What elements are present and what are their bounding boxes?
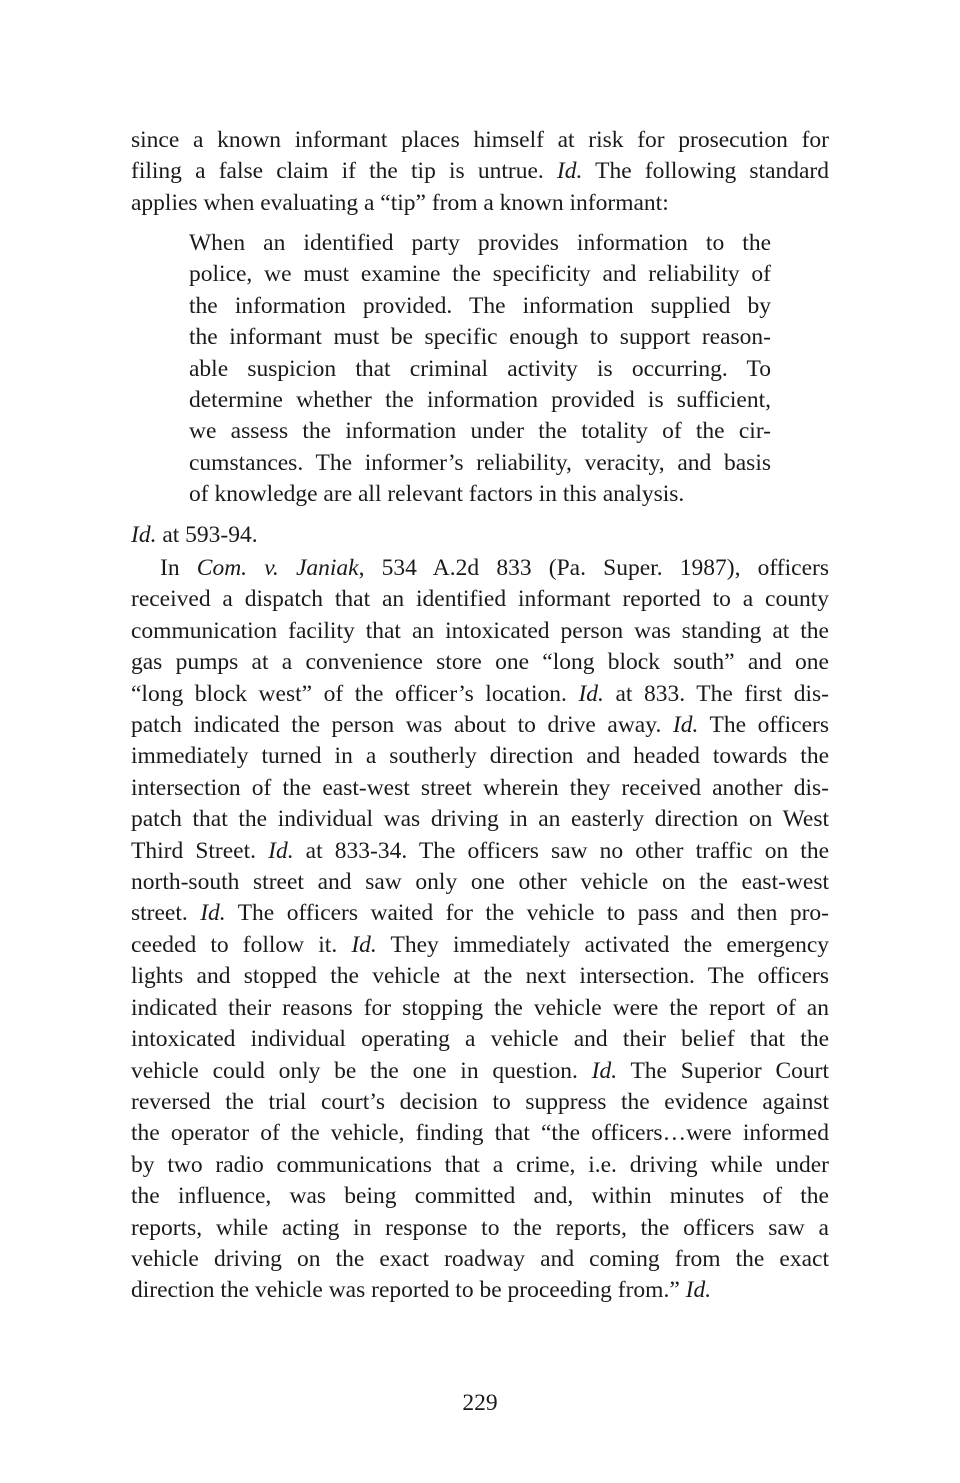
page-number: 229: [462, 1390, 498, 1416]
text-line: [131, 1056, 829, 1087]
text-run: since a known informant places himself at risk for prosecution for: [131, 127, 829, 153]
text-run: determine whether the information provided is sufficient,: [189, 387, 771, 414]
text-line: [131, 836, 829, 867]
text-run: direction the vehicle was reported to be proceeding from.”: [131, 1277, 686, 1304]
text-line: [189, 448, 771, 479]
text-run: at 833-34. The officers saw no other traffic on the: [293, 837, 830, 864]
text-run: reversed the trial court’s decision to suppress the evidence against: [131, 1088, 829, 1115]
text-run: at 593-94.: [156, 522, 258, 548]
text-line: [131, 1244, 829, 1275]
text-run: able suspicion that criminal activity is occurring. To: [189, 355, 771, 382]
text-run: gas pumps at a convenience store one “long block south” and one: [131, 649, 829, 676]
text-line: [189, 322, 771, 353]
text-run: we assess the information under the totality of the cir-: [189, 418, 771, 445]
text-run: the influence, was being committed and, within minutes of the: [131, 1183, 829, 1210]
text-line: [131, 898, 829, 929]
italic-run: Id.: [131, 522, 157, 548]
text-line: [131, 520, 829, 551]
text-line: [131, 156, 829, 187]
text-line: [189, 259, 771, 290]
text-run: When an identified party provides information to the: [189, 230, 771, 256]
text-run: vehicle driving on the exact roadway and coming from the exact: [131, 1245, 829, 1272]
text-line: [131, 1181, 829, 1212]
text-line: [131, 1150, 829, 1181]
text-run: the operator of the vehicle, finding that “the officers…were informed: [131, 1120, 829, 1147]
text-line: [131, 553, 829, 584]
text-run: of knowledge are all relevant factors in this analysis.: [189, 481, 685, 508]
text-line: [189, 291, 771, 322]
text-line: [189, 228, 771, 259]
text-run: intersection of the east-west street wherein they received another dis-: [131, 774, 829, 801]
text-run: filing a false claim if the tip is untrue.: [131, 158, 557, 185]
text-run: indicated their reasons for stopping the vehicle were the report of an: [131, 994, 829, 1021]
text-line: [131, 647, 829, 678]
italic-run: Id.: [351, 931, 377, 958]
text-run: at 833. The first dis-: [603, 680, 829, 707]
block-quote: [189, 228, 771, 511]
text-line: [131, 1118, 829, 1149]
text-run: They immediately activated the emergency: [376, 931, 830, 958]
italic-run: Id.: [200, 900, 226, 927]
text-run: The following standard: [582, 158, 829, 185]
text-run: The officers waited for the vehicle to pass and then pro-: [225, 900, 829, 927]
text-line: [131, 710, 829, 741]
text-line: [131, 1024, 829, 1055]
text-line: [131, 804, 829, 835]
text-run: patch that the individual was driving in an easterly direction on West: [131, 806, 829, 833]
text-run: In: [160, 555, 197, 581]
text-run: , 534 A.2d 833 (Pa. Super. 1987), officers: [358, 555, 829, 581]
text-line: [131, 993, 829, 1024]
text-line: [131, 867, 829, 898]
text-line: [131, 1275, 829, 1306]
text-run: cumstances. The informer’s reliability, veracity, and basis: [189, 449, 771, 476]
italic-run: Id.: [685, 1277, 712, 1304]
italic-run: Id.: [578, 680, 604, 707]
text-line: [131, 961, 829, 992]
paragraph-2: [131, 553, 829, 1307]
quote-citation: [131, 520, 829, 551]
text-run: ceeded to follow it.: [131, 931, 352, 958]
text-line: [131, 1087, 829, 1118]
text-run: received a dispatch that an identified informant reported to a county: [131, 586, 829, 613]
text-line: [189, 416, 771, 447]
italic-run: Id.: [268, 837, 294, 864]
text-run: reports, while acting in response to the reports, the officers saw a: [131, 1214, 829, 1241]
text-run: lights and stopped the vehicle at the next intersection. The officers: [131, 963, 829, 990]
text-line: [131, 188, 829, 219]
text-run: vehicle could only be the one in question.: [131, 1057, 592, 1084]
italic-run: Com. v. Janiak: [196, 555, 359, 581]
italic-run: Id.: [556, 158, 583, 185]
italic-run: Id.: [591, 1057, 618, 1084]
text-line: [131, 125, 829, 156]
text-line: [189, 354, 771, 385]
text-line: [131, 930, 829, 961]
text-line: [189, 479, 771, 510]
text-run: the information provided. The information supplied by: [189, 292, 771, 319]
text-run: street.: [131, 900, 201, 927]
text-run: communication facility that an intoxicated person was standing at the: [131, 617, 829, 644]
text-run: police, we must examine the specificity and reliability of: [189, 261, 771, 288]
paragraph-1: [131, 125, 829, 219]
text-run: patch indicated the person was about to drive away.: [131, 712, 673, 739]
text-run: intoxicated individual operating a vehicle and their belief that the: [131, 1026, 829, 1053]
text-run: north-south street and saw only one other vehicle on the east-west: [131, 869, 829, 896]
italic-run: Id.: [672, 712, 699, 739]
text-run: by two radio communications that a crime, i.e. driving while under: [131, 1151, 829, 1178]
text-line: [131, 616, 829, 647]
text-run: immediately turned in a southerly direction and headed towards the: [131, 743, 829, 770]
text-line: [131, 741, 829, 772]
text-run: Third Street.: [131, 837, 269, 864]
text-line: [131, 584, 829, 615]
text-line: [131, 1213, 829, 1244]
text-run: the informant must be specific enough to support reason-: [189, 324, 771, 351]
text-run: applies when evaluating a “tip” from a known informant:: [131, 189, 669, 216]
text-run: The Superior Court: [617, 1057, 829, 1084]
text-line: [189, 385, 771, 416]
text-run: The officers: [698, 712, 829, 739]
text-line: [131, 773, 829, 804]
text-line: [131, 679, 829, 710]
text-run: “long block west” of the officer’s location.: [131, 680, 579, 707]
